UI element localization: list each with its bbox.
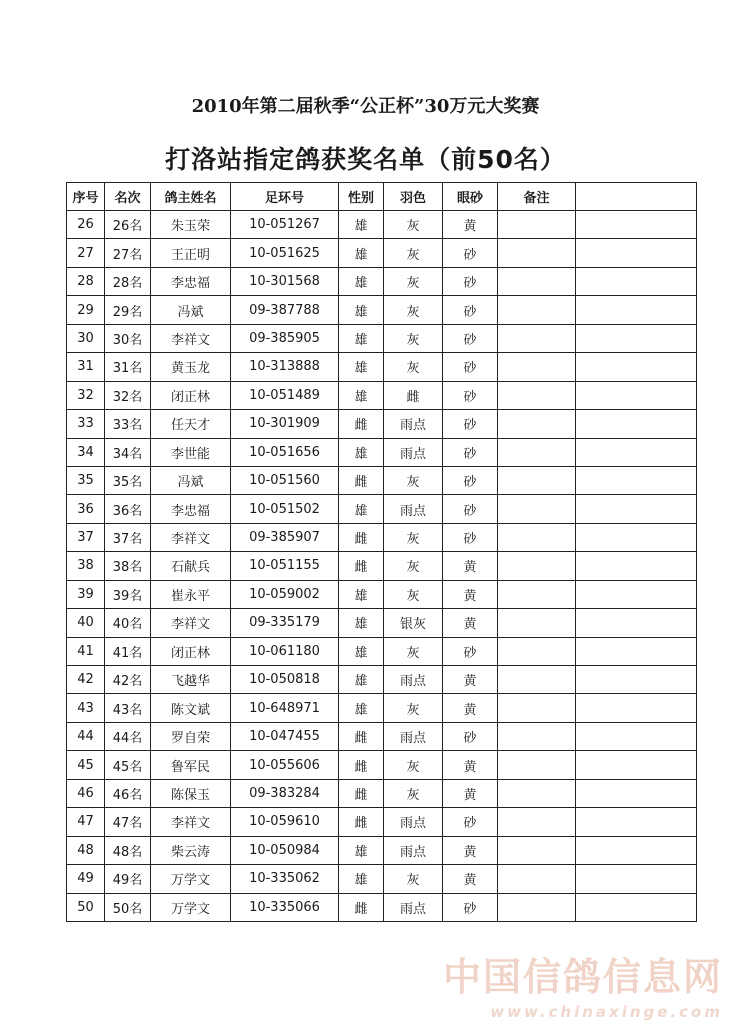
cell-rank: 29名 xyxy=(105,296,151,324)
cell-extra xyxy=(576,239,697,267)
cell-rank: 43名 xyxy=(105,694,151,722)
cell-extra xyxy=(576,779,697,807)
cell-rank: 49名 xyxy=(105,865,151,893)
cell-ring: 10-335066 xyxy=(231,893,339,921)
cell-owner: 闭正林 xyxy=(151,637,231,665)
cell-extra xyxy=(576,552,697,580)
cell-remark xyxy=(498,836,576,864)
cell-rank: 31名 xyxy=(105,353,151,381)
cell-index: 35 xyxy=(67,466,105,494)
cell-remark xyxy=(498,865,576,893)
cell-color: 灰 xyxy=(384,637,443,665)
cell-owner: 鲁军民 xyxy=(151,751,231,779)
cell-rank: 41名 xyxy=(105,637,151,665)
cell-owner: 闭正林 xyxy=(151,381,231,409)
table-row xyxy=(67,637,697,665)
cell-extra xyxy=(576,580,697,608)
cell-rank: 39名 xyxy=(105,580,151,608)
award-table xyxy=(66,182,697,922)
cell-remark xyxy=(498,552,576,580)
header-eye: 眼砂 xyxy=(443,183,498,211)
cell-eye: 砂 xyxy=(443,239,498,267)
table-row xyxy=(67,438,697,466)
cell-index: 30 xyxy=(67,324,105,352)
cell-rank: 45名 xyxy=(105,751,151,779)
cell-eye: 黄 xyxy=(443,609,498,637)
cell-index: 49 xyxy=(67,865,105,893)
cell-owner: 任天才 xyxy=(151,410,231,438)
cell-sex: 雄 xyxy=(339,239,384,267)
cell-rank: 35名 xyxy=(105,466,151,494)
cell-remark xyxy=(498,580,576,608)
cell-extra xyxy=(576,751,697,779)
table-row xyxy=(67,495,697,523)
cell-ring: 10-051155 xyxy=(231,552,339,580)
cell-remark xyxy=(498,239,576,267)
cell-owner: 李祥文 xyxy=(151,324,231,352)
cell-color: 灰 xyxy=(384,324,443,352)
cell-extra xyxy=(576,381,697,409)
cell-remark xyxy=(498,324,576,352)
cell-extra xyxy=(576,324,697,352)
cell-ring: 10-055606 xyxy=(231,751,339,779)
cell-ring: 10-061180 xyxy=(231,637,339,665)
cell-sex: 雄 xyxy=(339,609,384,637)
cell-extra xyxy=(576,808,697,836)
cell-eye: 砂 xyxy=(443,410,498,438)
cell-remark xyxy=(498,267,576,295)
cell-rank: 28名 xyxy=(105,267,151,295)
cell-index: 47 xyxy=(67,808,105,836)
cell-rank: 46名 xyxy=(105,779,151,807)
cell-sex: 雄 xyxy=(339,353,384,381)
cell-ring: 10-335062 xyxy=(231,865,339,893)
cell-eye: 砂 xyxy=(443,523,498,551)
cell-extra xyxy=(576,495,697,523)
cell-extra xyxy=(576,353,697,381)
table-row xyxy=(67,466,697,494)
table-row xyxy=(67,552,697,580)
cell-ring: 10-051502 xyxy=(231,495,339,523)
cell-remark xyxy=(498,438,576,466)
header-rank: 名次 xyxy=(105,183,151,211)
watermark-site-name: 中国信鸽信息网 xyxy=(442,955,723,999)
cell-owner: 李祥文 xyxy=(151,808,231,836)
cell-color: 雨点 xyxy=(384,438,443,466)
cell-sex: 雌 xyxy=(339,466,384,494)
cell-eye: 黄 xyxy=(443,694,498,722)
header-owner: 鸽主姓名 xyxy=(151,183,231,211)
cell-color: 雨点 xyxy=(384,893,443,921)
cell-sex: 雌 xyxy=(339,410,384,438)
cell-color: 灰 xyxy=(384,751,443,779)
cell-color: 灰 xyxy=(384,523,443,551)
cell-ring: 10-050984 xyxy=(231,836,339,864)
cell-ring: 10-051267 xyxy=(231,211,339,239)
cell-color: 灰 xyxy=(384,865,443,893)
cell-extra xyxy=(576,637,697,665)
cell-sex: 雄 xyxy=(339,836,384,864)
cell-ring: 10-301909 xyxy=(231,410,339,438)
cell-index: 26 xyxy=(67,211,105,239)
watermark-url: www.chinaxinge.com xyxy=(490,1003,723,1021)
cell-owner: 崔永平 xyxy=(151,580,231,608)
cell-color: 雨点 xyxy=(384,836,443,864)
cell-owner: 柴云涛 xyxy=(151,836,231,864)
cell-index: 29 xyxy=(67,296,105,324)
table-row xyxy=(67,211,697,239)
table-row xyxy=(67,751,697,779)
table-row xyxy=(67,836,697,864)
cell-index: 48 xyxy=(67,836,105,864)
cell-ring: 09-385905 xyxy=(231,324,339,352)
cell-ring: 10-051656 xyxy=(231,438,339,466)
cell-sex: 雄 xyxy=(339,211,384,239)
cell-owner: 万学文 xyxy=(151,865,231,893)
cell-extra xyxy=(576,609,697,637)
cell-extra xyxy=(576,893,697,921)
cell-eye: 黄 xyxy=(443,666,498,694)
cell-index: 43 xyxy=(67,694,105,722)
cell-remark xyxy=(498,466,576,494)
cell-eye: 砂 xyxy=(443,267,498,295)
cell-ring: 10-648971 xyxy=(231,694,339,722)
cell-color: 灰 xyxy=(384,296,443,324)
cell-ring: 10-051489 xyxy=(231,381,339,409)
cell-eye: 砂 xyxy=(443,381,498,409)
cell-extra xyxy=(576,296,697,324)
header-sex: 性别 xyxy=(339,183,384,211)
cell-extra xyxy=(576,410,697,438)
cell-sex: 雄 xyxy=(339,296,384,324)
cell-index: 34 xyxy=(67,438,105,466)
cell-extra xyxy=(576,694,697,722)
cell-eye: 黄 xyxy=(443,779,498,807)
cell-index: 36 xyxy=(67,495,105,523)
cell-sex: 雄 xyxy=(339,381,384,409)
cell-index: 46 xyxy=(67,779,105,807)
cell-sex: 雌 xyxy=(339,552,384,580)
table-row xyxy=(67,609,697,637)
cell-index: 37 xyxy=(67,523,105,551)
cell-remark xyxy=(498,523,576,551)
cell-color: 灰 xyxy=(384,466,443,494)
table-row xyxy=(67,666,697,694)
cell-remark xyxy=(498,410,576,438)
cell-remark xyxy=(498,495,576,523)
cell-ring: 10-059002 xyxy=(231,580,339,608)
cell-remark xyxy=(498,381,576,409)
table-row xyxy=(67,865,697,893)
document-title: 2010年第二届秋季“公正杯”30万元大奖赛 xyxy=(191,96,540,117)
cell-color: 灰 xyxy=(384,779,443,807)
cell-sex: 雌 xyxy=(339,893,384,921)
cell-eye: 砂 xyxy=(443,296,498,324)
header-remark: 备注 xyxy=(498,183,576,211)
table-header-row xyxy=(67,183,697,211)
cell-color: 灰 xyxy=(384,267,443,295)
cell-sex: 雄 xyxy=(339,324,384,352)
cell-rank: 30名 xyxy=(105,324,151,352)
cell-sex: 雄 xyxy=(339,438,384,466)
cell-remark xyxy=(498,694,576,722)
cell-sex: 雌 xyxy=(339,808,384,836)
cell-remark xyxy=(498,808,576,836)
cell-owner: 黄玉龙 xyxy=(151,353,231,381)
cell-eye: 砂 xyxy=(443,466,498,494)
cell-extra xyxy=(576,211,697,239)
cell-eye: 黄 xyxy=(443,751,498,779)
cell-rank: 27名 xyxy=(105,239,151,267)
cell-color: 银灰 xyxy=(384,609,443,637)
cell-eye: 砂 xyxy=(443,637,498,665)
cell-index: 42 xyxy=(67,666,105,694)
cell-sex: 雌 xyxy=(339,722,384,750)
cell-eye: 砂 xyxy=(443,324,498,352)
cell-owner: 王正明 xyxy=(151,239,231,267)
cell-sex: 雄 xyxy=(339,637,384,665)
table-row xyxy=(67,324,697,352)
cell-sex: 雌 xyxy=(339,779,384,807)
header-color: 羽色 xyxy=(384,183,443,211)
cell-ring: 09-385907 xyxy=(231,523,339,551)
cell-sex: 雄 xyxy=(339,666,384,694)
cell-color: 灰 xyxy=(384,211,443,239)
cell-color: 灰 xyxy=(384,694,443,722)
cell-owner: 飞越华 xyxy=(151,666,231,694)
cell-sex: 雄 xyxy=(339,694,384,722)
cell-rank: 32名 xyxy=(105,381,151,409)
cell-index: 31 xyxy=(67,353,105,381)
cell-index: 32 xyxy=(67,381,105,409)
table-row xyxy=(67,410,697,438)
cell-remark xyxy=(498,211,576,239)
cell-index: 41 xyxy=(67,637,105,665)
cell-remark xyxy=(498,893,576,921)
cell-remark xyxy=(498,296,576,324)
cell-eye: 黄 xyxy=(443,211,498,239)
cell-eye: 黄 xyxy=(443,552,498,580)
table-row xyxy=(67,580,697,608)
cell-index: 50 xyxy=(67,893,105,921)
cell-rank: 26名 xyxy=(105,211,151,239)
cell-ring: 10-313888 xyxy=(231,353,339,381)
cell-rank: 50名 xyxy=(105,893,151,921)
cell-index: 40 xyxy=(67,609,105,637)
document-subtitle: 打洛站指定鸽获奖名单（前50名） xyxy=(165,145,566,174)
cell-owner: 李祥文 xyxy=(151,523,231,551)
cell-owner: 李祥文 xyxy=(151,609,231,637)
cell-ring: 09-387788 xyxy=(231,296,339,324)
cell-color: 雨点 xyxy=(384,666,443,694)
cell-color: 雌 xyxy=(384,381,443,409)
cell-extra xyxy=(576,722,697,750)
cell-color: 灰 xyxy=(384,353,443,381)
cell-color: 雨点 xyxy=(384,722,443,750)
table-row xyxy=(67,722,697,750)
cell-ring: 09-335179 xyxy=(231,609,339,637)
cell-eye: 砂 xyxy=(443,808,498,836)
cell-rank: 34名 xyxy=(105,438,151,466)
cell-extra xyxy=(576,438,697,466)
cell-eye: 砂 xyxy=(443,438,498,466)
table-row xyxy=(67,808,697,836)
cell-index: 28 xyxy=(67,267,105,295)
cell-remark xyxy=(498,609,576,637)
cell-eye: 黄 xyxy=(443,580,498,608)
cell-rank: 44名 xyxy=(105,722,151,750)
cell-color: 灰 xyxy=(384,552,443,580)
cell-remark xyxy=(498,353,576,381)
cell-sex: 雄 xyxy=(339,495,384,523)
cell-color: 雨点 xyxy=(384,495,443,523)
cell-ring: 09-383284 xyxy=(231,779,339,807)
cell-eye: 砂 xyxy=(443,893,498,921)
cell-extra xyxy=(576,836,697,864)
cell-sex: 雌 xyxy=(339,751,384,779)
cell-owner: 冯斌 xyxy=(151,466,231,494)
cell-extra xyxy=(576,523,697,551)
cell-ring: 10-051560 xyxy=(231,466,339,494)
cell-color: 灰 xyxy=(384,239,443,267)
cell-color: 雨点 xyxy=(384,410,443,438)
cell-ring: 10-051625 xyxy=(231,239,339,267)
cell-eye: 黄 xyxy=(443,865,498,893)
cell-rank: 40名 xyxy=(105,609,151,637)
cell-remark xyxy=(498,637,576,665)
cell-owner: 万学文 xyxy=(151,893,231,921)
cell-index: 33 xyxy=(67,410,105,438)
cell-rank: 36名 xyxy=(105,495,151,523)
cell-index: 39 xyxy=(67,580,105,608)
cell-rank: 47名 xyxy=(105,808,151,836)
cell-index: 38 xyxy=(67,552,105,580)
cell-owner: 李忠福 xyxy=(151,267,231,295)
table-row xyxy=(67,779,697,807)
cell-rank: 48名 xyxy=(105,836,151,864)
cell-extra xyxy=(576,865,697,893)
header-extra xyxy=(576,183,697,211)
cell-sex: 雌 xyxy=(339,523,384,551)
cell-color: 雨点 xyxy=(384,808,443,836)
table-row xyxy=(67,381,697,409)
cell-index: 27 xyxy=(67,239,105,267)
header-ring: 足环号 xyxy=(231,183,339,211)
cell-ring: 10-301568 xyxy=(231,267,339,295)
cell-index: 44 xyxy=(67,722,105,750)
cell-color: 灰 xyxy=(384,580,443,608)
cell-eye: 黄 xyxy=(443,836,498,864)
cell-sex: 雄 xyxy=(339,267,384,295)
cell-owner: 冯斌 xyxy=(151,296,231,324)
cell-owner: 李忠福 xyxy=(151,495,231,523)
table-row xyxy=(67,296,697,324)
cell-rank: 38名 xyxy=(105,552,151,580)
cell-eye: 砂 xyxy=(443,495,498,523)
cell-rank: 42名 xyxy=(105,666,151,694)
cell-rank: 33名 xyxy=(105,410,151,438)
cell-owner: 李世能 xyxy=(151,438,231,466)
cell-owner: 石献兵 xyxy=(151,552,231,580)
table-row xyxy=(67,267,697,295)
cell-owner: 陈保玉 xyxy=(151,779,231,807)
cell-sex: 雄 xyxy=(339,580,384,608)
cell-owner: 朱玉荣 xyxy=(151,211,231,239)
cell-owner: 罗自荣 xyxy=(151,722,231,750)
header-index: 序号 xyxy=(67,183,105,211)
cell-ring: 10-047455 xyxy=(231,722,339,750)
table-row xyxy=(67,353,697,381)
cell-extra xyxy=(576,666,697,694)
cell-remark xyxy=(498,751,576,779)
cell-rank: 37名 xyxy=(105,523,151,551)
cell-remark xyxy=(498,779,576,807)
table-row xyxy=(67,523,697,551)
cell-ring: 10-050818 xyxy=(231,666,339,694)
watermark xyxy=(443,946,723,1021)
cell-remark xyxy=(498,666,576,694)
cell-extra xyxy=(576,267,697,295)
cell-sex: 雄 xyxy=(339,865,384,893)
cell-eye: 砂 xyxy=(443,722,498,750)
cell-remark xyxy=(498,722,576,750)
table-row xyxy=(67,694,697,722)
cell-extra xyxy=(576,466,697,494)
table-row xyxy=(67,893,697,921)
table-row xyxy=(67,239,697,267)
cell-eye: 砂 xyxy=(443,353,498,381)
cell-owner: 陈文斌 xyxy=(151,694,231,722)
cell-index: 45 xyxy=(67,751,105,779)
cell-ring: 10-059610 xyxy=(231,808,339,836)
